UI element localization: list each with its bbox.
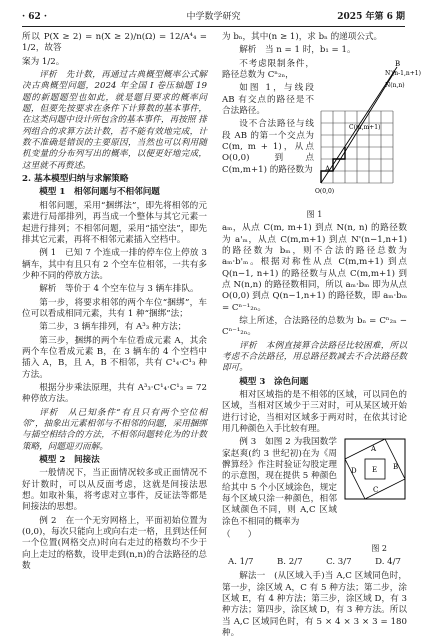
label-o: O(0,0) (315, 187, 335, 195)
option-b[interactable]: B. 2/7 (276, 557, 303, 568)
figure-2-block (222, 437, 407, 541)
label-n-prime: N'(n-1,n+1) (385, 69, 421, 77)
paragraph-sol1e: 根据分步乘法原理，共有 A³₃·C¹₄·C¹₃ = 72 种停放方法。 (22, 382, 207, 405)
paragraph-answer: 案为 1/2。 (22, 56, 65, 67)
paragraph-model1: 模型 1 相邻问题与不相邻问题 (39, 187, 160, 198)
figure-1-block (222, 58, 421, 209)
region-e-label: E (372, 466, 378, 475)
paragraph-m3p1: 相对区域指的是不相邻的区域，可以同色的区域，当相对区域少于三对时，可从某区域开始进行讨论，当相对区域多于两对时，在依其讨论用几种颜色入手比较有理。 (222, 390, 407, 435)
paragraph-sec2: 2. 基本模型归纳与求解策略 (22, 174, 129, 185)
paragraph-r5: 解法一 (从区域入手)当 A,C 区域同色时，第一步，涂区域 A，C 有 5 种方法；第二步，涂区域 E，有 4 种方法；第三步，涂区域 D，有 3 种方法；第四步，涂区域 D，有 3 种方法。所以当 A,C 区域同色时，有 5 × 4 × 3 × 3 = 180 种。 (222, 571, 407, 639)
paragraph-sol1d: 第三步，捆绑的两个车位看成元素 A，其余两个车位看成元素 B，在 3 辆车的 4 个空档中插入 A，B，且 A，B 不相邻，共有 C¹₄·C¹₃ 种方法。 (22, 335, 207, 380)
answer-options (222, 557, 407, 568)
label-n: N(n,n) (385, 81, 405, 89)
paragraph-f2: 如图 1，与线段 AB 有交点的路径是不合法路径。 (222, 83, 314, 117)
paragraph-model2: 模型 2 间接法 (39, 455, 100, 466)
page-header (22, 10, 405, 27)
label-c: C(m,m+1) (349, 123, 381, 131)
figure-1-caption: 图 1 (306, 209, 323, 219)
paragraph-comment2: 评析 从已知条件“有且只有两个空位相邻”，抽象出元素相邻与不相邻的问题，采用捆绑与插空相结合的方法，不相邻问题转化为的计数策略，问题迎刃而解。 (22, 407, 207, 452)
region-d-label: D (351, 467, 357, 476)
left-column (22, 32, 207, 574)
region-c-label: C (373, 486, 379, 495)
paragraph-r3: aₘ，从点 C(m, m+1) 到点 N(n, n) 的路径数为 a'ₘ，从点 C(m,m+1) 到点 N'(n−1,n+1) 的路径数为 bₘ，则不合法的路径总数为 aₘ·b'ₘ。根据对称性从点 C(m,m+1) 到点 Q(n−1, n+1) 的路径数与从点 C(m,m+1) 到点 N(n,n) 的路径数相同，所以 aₘ·bₘ 即为从点 O(0,0) 到点 Q(n−1,n+1) 的路径数，即 aₘ·bₘ = Cⁿ⁻¹₂ₙ。 (222, 223, 407, 313)
region-a-label: A (371, 445, 377, 454)
option-d[interactable]: D. 4/7 (375, 557, 401, 568)
paragraph-r4: 综上所述，合法路径的总数为 bₙ = Cⁿ₂ₙ − Cⁿ⁻¹₂ₙ。 (222, 315, 407, 338)
paragraph-f1: 不考虑限制条件，路径总数为 Cⁿ₂ₙ， (222, 58, 314, 81)
figure-2-caption: 图 2 (371, 543, 387, 553)
journal-title: 中学数学研究 (186, 12, 241, 22)
paragraph-m2p1: 一般情况下，当正面情况较多或正面情况不好计数时，可以从反面考虑，这就是间接法思想。如取补集，将考虑对立事件，反证法等都是间接法的思想。 (22, 468, 207, 513)
paragraph-m1p1: 相邻问题，采用“捆绑法”，即先将相邻的元素进行局部排列，再当成一个整体与其它元素一起进行排列；不相邻问题，采用“插空法”，即先排其它元素，再将不相邻元素插入空档中。 (22, 200, 207, 245)
page-number: · 62 · (22, 12, 48, 22)
paragraph-r1: 为 bₙ，其中(n ≥ 1)，求 bₙ 的递项公式。 (222, 32, 383, 42)
paragraph-ex2: 例 2 在一个无穷网格上，平面初始位置为(0,0)，每次只能向上或向右走一格，且到达任何一个位置(网格交点)时向右走过的格数均不少于向上走过的格数，设甲走到(n,n)的合法路径的总数 (22, 515, 207, 572)
paragraph-f3: 设不合法路径与线段 AB 的第一个交点为 C(m, m + 1)，从点 O(0,0) 到点 C(m,m+1) 的路径数为 (222, 119, 314, 175)
paragraph-sol1a: 解析 等价于 4 个空车位与 3 辆车排队。 (39, 284, 199, 295)
paragraph-ex3: 例 3 如图 2 为我国数学家赵爽(约 3 世纪初)在为《周髀算经》作注时验证勾股定理的示意图，现在提供 5 种颜色给其中 5 个小区域涂色，规定每个区域只涂一种颜色，相邻区域颜色不同，则 A,C 区域涂色不相同的概率为 (222, 437, 337, 527)
label-b: B (395, 59, 401, 68)
paragraph-sol1b: 第一步，将要求相邻的两个车位“捆绑”，车位可以看成相同元素，共有 1 种“捆绑”法； (22, 297, 207, 319)
paragraph-formula: 所以 P(X ≥ 2) = n(X ≥ 2)/n(Ω) = 12/A⁴₄ = 1/2，故答 (22, 32, 207, 54)
issue-label: 2025 年第 6 期 (337, 12, 405, 22)
paragraph-r2: 解析 当 n = 1 时，b₁ = 1。 (239, 45, 356, 56)
zhao-shuang-figure (343, 437, 407, 501)
label-a: A (325, 164, 331, 173)
paragraph-comment1: 评析 先计数，再通过古典概型概率公式解决古典概型问题，2024 年全国 I 卷压轴题 19 题的新题题型也如此，就是题目要求的概率问题，但要先按要求在条件下计算数的基本事件，在这类问题中设计所包含的基本事件，再按照 排列组合的求算方法计数，若不能有效地完成，计数不准确是错误的主要原因，当然也可以利用随机变量的分布列写出的概率，以便更好地完成，这里就不再赘述。 (22, 70, 207, 171)
paragraph-model3: 模型 3 涂色问题 (239, 376, 309, 387)
option-c[interactable]: C. 3/7 (326, 557, 352, 568)
grid-path-figure (315, 59, 421, 199)
paragraph-comment3: 评析 本例直接算合法路径比较困难，所以考虑不合法路径，用总路径数减去不合法路径数即可。 (222, 340, 407, 374)
right-column (222, 32, 421, 641)
option-a[interactable]: A. 1/7 (228, 557, 254, 568)
paragraph-sol1c: 第二步，3 辆车排列，有 A³₃ 种方法； (39, 322, 187, 333)
paragraph-paren: （ ） (222, 530, 257, 541)
region-b-label: B (393, 463, 399, 472)
paragraph-ex1: 例 1 已知 7 个连成一排的停车位上停放 3 辆车，其中有且只有 2 个空车位相邻，一共有多少种不同的停放方法。 (22, 248, 207, 281)
